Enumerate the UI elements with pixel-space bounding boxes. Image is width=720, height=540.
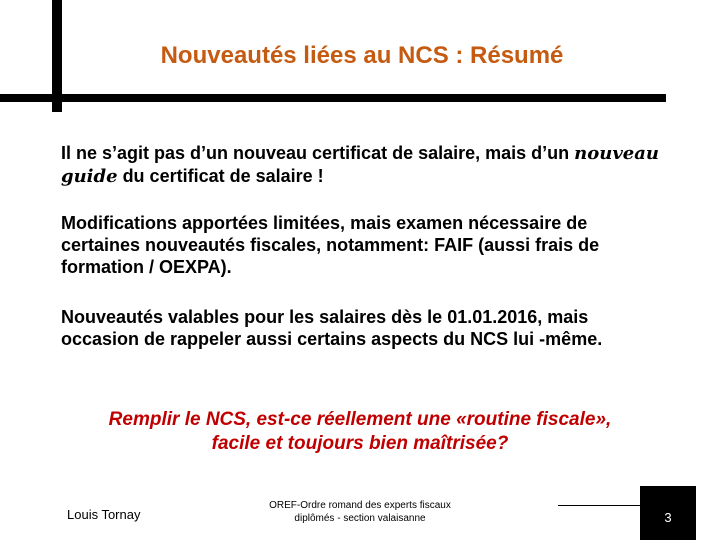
paragraph-ncs-guide-text-start: Il ne s’agit pas d’un nouveau certificat de salaire, mais d’un xyxy=(61,143,575,163)
callout-line-1: Remplir le NCS, est-ce réellement une «routine fiscale», xyxy=(108,409,612,430)
footer-organization-line-1: OREF-Ordre romand des experts fiscaux xyxy=(269,500,451,511)
callout-line-2: facile et toujours bien maîtrisée? xyxy=(211,433,509,454)
page-number-box xyxy=(640,486,696,540)
paragraph-ncs-guide xyxy=(61,142,671,188)
paragraph-ncs-guide-text-end: du certificat de salaire ! xyxy=(117,166,324,186)
footer-organization-line-2: diplômés - section valaisanne xyxy=(294,513,426,524)
footer-organization xyxy=(240,499,480,525)
slide-title: Nouveautés liées au NCS : Résumé xyxy=(160,42,564,69)
paragraph-modifications: Modifications apportées limitées, mais examen nécessaire de certaines nouveautés fiscales, notamment: FAIF (aussi frais de formation / OEXPA). xyxy=(61,213,600,277)
page-number: 3 xyxy=(664,509,672,525)
footer-divider xyxy=(558,505,640,506)
paragraph-validity: Nouveautés valables pour les salaires dès le 01.01.2016, mais occasion de rappeler aussi certains aspects du NCS lui -même. xyxy=(61,307,603,349)
footer-author: Louis Tornay xyxy=(67,507,141,522)
paragraph-ncs-guide-emphasis: nouveau guide xyxy=(61,143,659,187)
decorative-horizontal-bar xyxy=(0,94,666,102)
callout-question xyxy=(64,408,656,456)
